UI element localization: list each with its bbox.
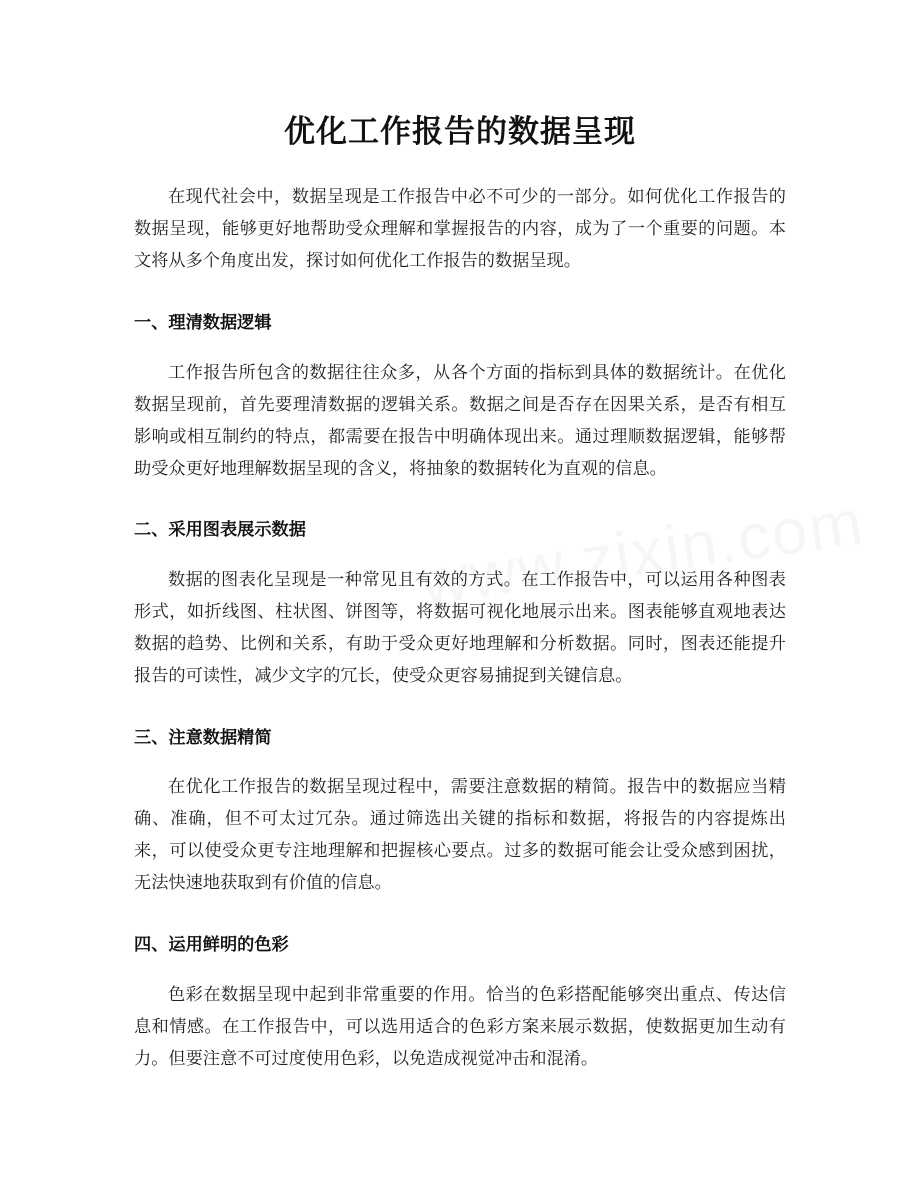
section-3-body: 在优化工作报告的数据呈现过程中，需要注意数据的精简。报告中的数据应当精确、准确，但不可太过冗杂。通过筛选出关键的指标和数据，将报告的内容提炼出来，可以使受众更专注地理解和把握核心要点。过多的数据可能会让受众感到困扰，无法快速地获取到有价值的信息。 <box>134 777 786 893</box>
document-title: 优化工作报告的数据呈现 <box>284 114 636 150</box>
section-3-heading: 三、注意数据精简 <box>134 728 272 748</box>
section-4-body: 色彩在数据呈现中起到非常重要的作用。恰当的色彩搭配能够突出重点、传达信息和情感。在工作报告中，可以选用适合的色彩方案来展示数据，使数据更加生动有力。但要注意不可过度使用色彩，以免造成视觉冲击和混淆。 <box>134 985 786 1069</box>
section-1-heading: 一、理清数据逻辑 <box>134 313 272 333</box>
section-1-body: 工作报告所包含的数据往往众多，从各个方面的指标到具体的数据统计。在优化数据呈现前，首先要理清数据的逻辑关系。数据之间是否存在因果关系，是否有相互影响或相互制约的特点，都需要在报告中明确体现出来。通过理顺数据逻辑，能够帮助受众更好地理解数据呈现的含义，将抽象的数据转化为直观的信息。 <box>134 363 786 479</box>
section-2-body: 数据的图表化呈现是一种常见且有效的方式。在工作报告中，可以运用各种图表形式，如折线图、柱状图、饼图等，将数据可视化地展示出来。图表能够直观地表达数据的趋势、比例和关系，有助于受众更好地理解和分析数据。同时，图表还能提升报告的可读性，减少文字的冗长，使受众更容易捕捉到关键信息。 <box>134 570 786 686</box>
section-2-heading: 二、采用图表展示数据 <box>134 520 306 540</box>
intro-paragraph: 在现代社会中，数据呈现是工作报告中必不可少的一部分。如何优化工作报告的数据呈现，能够更好地帮助受众理解和掌握报告的内容，成为了一个重要的问题。本文将从多个角度出发，探讨如何优化工作报告的数据呈现。 <box>134 187 786 271</box>
section-4-heading: 四、运用鲜明的色彩 <box>134 935 289 955</box>
